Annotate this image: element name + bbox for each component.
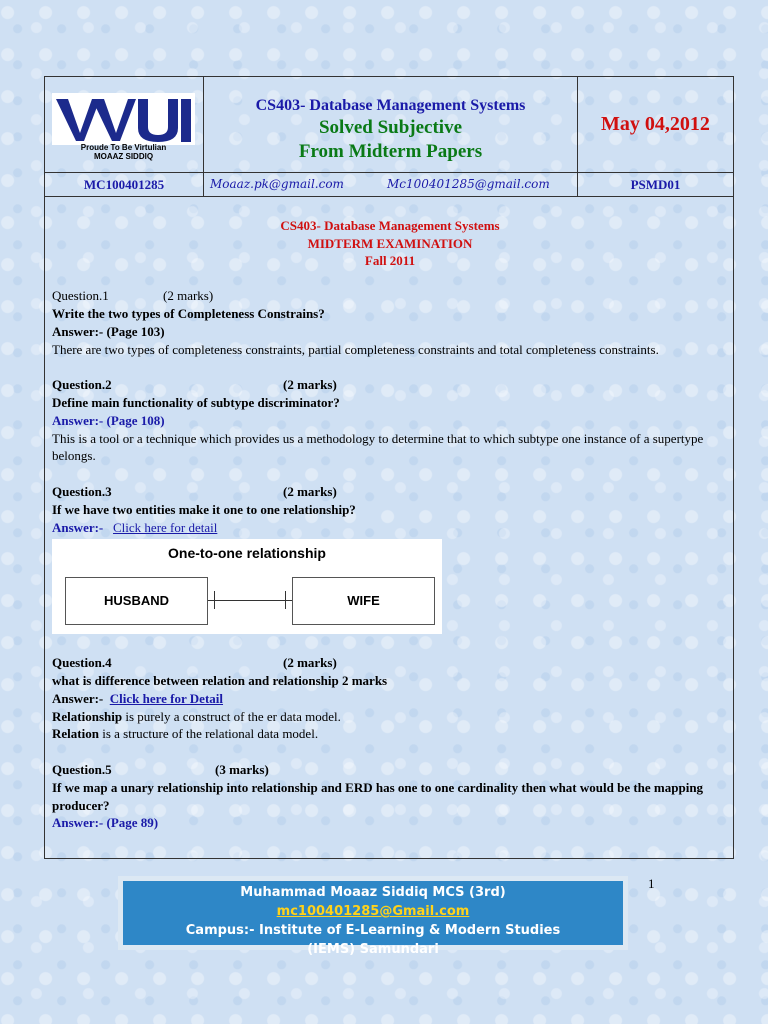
question-block-1	[52, 287, 728, 358]
detail-link[interactable]: Click here for detail	[113, 519, 218, 535]
footer-campus-city: (IEMS) Samundari	[307, 942, 439, 957]
cardinality-tick-left	[214, 591, 215, 609]
footer-email[interactable]: mc100401285@Gmail.com	[276, 904, 470, 919]
question-block-2	[52, 376, 728, 465]
question-block-5	[52, 761, 728, 832]
question-text: Write the two types of Completeness Constrains?	[52, 306, 325, 322]
question-marks: (2 marks)	[283, 484, 337, 500]
exam-course: CS403- Database Management Systems	[280, 218, 500, 233]
paper-code: PSMD01	[630, 177, 681, 192]
definition-text: is a structure of the relational data model.	[98, 726, 319, 742]
question-text: If we have two entities make it one to one relationship?	[52, 501, 356, 517]
footer-campus: Campus:- Institute of E-Learning & Modern Studies	[185, 923, 561, 938]
cardinality-tick-right	[285, 591, 286, 609]
detail-link[interactable]: Click here for Detail	[109, 690, 224, 706]
exam-title: MIDTERM EXAMINATION	[307, 235, 473, 251]
question-marks: (3 marks)	[215, 762, 269, 778]
exam-term: Fall 2011	[364, 253, 416, 268]
question-block-4	[52, 654, 728, 743]
logo-caption-line1: Proude To Be Virtulian	[80, 143, 167, 152]
answer-label: Answer:- (Page 89)	[52, 815, 159, 831]
question-label: Question.4	[52, 655, 112, 671]
vu-logo-graphic	[52, 93, 195, 145]
id-row	[45, 173, 733, 197]
logo-caption-line2: MOAAZ SIDDIQ	[93, 152, 154, 161]
question-text: Define main functionality of subtype discriminator?	[52, 395, 340, 411]
answer-label: Answer:- (Page 108)	[52, 412, 165, 428]
answer-label: Answer:-	[52, 519, 104, 535]
question-text: If we map a unary relationship into relationship and ERD has one to one cardinality then what would be the mapping producer?	[52, 779, 704, 813]
email-primary: Moaaz.pk@gmail.com	[210, 177, 344, 191]
page-number: 1	[648, 876, 655, 891]
date-cell	[578, 77, 733, 172]
author-footer	[118, 876, 628, 957]
question-block-3	[52, 483, 728, 634]
question-label: Question.2	[52, 377, 112, 393]
document-page	[44, 76, 734, 859]
er-diagram	[52, 539, 442, 634]
definition-term: Relationship	[52, 708, 123, 724]
question-text: what is difference between relation and relationship 2 marks	[52, 673, 388, 689]
question-label: Question.1	[52, 288, 109, 304]
document-date: May 04,2012	[601, 113, 710, 135]
email-secondary: Mc100401285@gmail.com	[387, 177, 550, 191]
footer-author: Muhammad Moaaz Siddiq MCS (3rd)	[240, 885, 506, 900]
entity-wife: WIFE	[292, 577, 435, 625]
relationship-line	[208, 600, 292, 601]
definition-term: Relation	[52, 726, 99, 742]
definition-text: is purely a construct of the er data model.	[122, 708, 341, 724]
question-marks: (2 marks)	[283, 655, 337, 671]
subtitle-line2: From Midterm Papers	[298, 141, 483, 162]
question-marks: (2 marks)	[163, 288, 214, 304]
answer-label: Answer:- (Page 103)	[52, 323, 165, 339]
logo-cell	[45, 77, 204, 172]
header-row	[45, 77, 733, 173]
title-cell	[204, 77, 578, 172]
answer-text: This is a tool or a technique which provides us a methodology to determine that to which subtype one instance of a supertype belongs.	[52, 430, 704, 464]
answer-text: There are two types of completeness constraints, partial completeness constraints and total completeness constraints.	[52, 341, 659, 357]
document-content	[52, 217, 728, 832]
answer-label: Answer:-	[52, 690, 104, 706]
question-label: Question.3	[52, 484, 112, 500]
vu-logo	[52, 93, 195, 161]
email-cell	[204, 173, 578, 196]
question-marks: (2 marks)	[283, 377, 337, 393]
student-id: MC100401285	[45, 173, 204, 196]
diagram-title: One-to-one relationship	[168, 545, 326, 562]
course-title: CS403- Database Management Systems	[255, 97, 526, 114]
entity-husband: HUSBAND	[65, 577, 208, 625]
logo-caption	[52, 143, 195, 161]
question-label: Question.5	[52, 762, 112, 778]
subtitle-line1: Solved Subjective	[318, 117, 463, 138]
